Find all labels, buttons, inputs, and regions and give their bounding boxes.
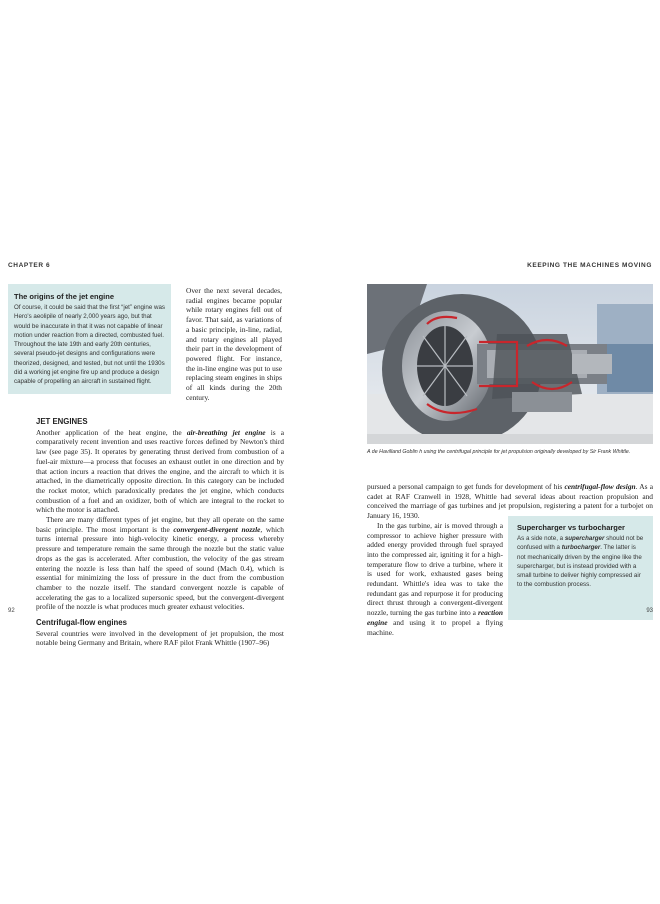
sidebar-supercharger <box>508 516 653 620</box>
term-reaction-engine: reaction engine <box>367 608 503 627</box>
page-number-left: 92 <box>8 608 15 614</box>
gas-turbine-paragraph: In the gas turbine, air is moved through a compressor to achieve higher pressure with added energy provided through fuel sprayed into the compressed air, igniting it for a high-temperature flow to drive a turbine, where it is used for work, exhausted gases being redundant. Whittle's idea was to take the redundant gas and repurpose it for producing direct thrust through a convergent-divergent nozzle, turning the gas turbine into a reaction engine and using it to propel a flying machine. <box>367 520 503 637</box>
centrifugal-heading: Centrifugal-flow engines <box>36 618 127 628</box>
term-air-breathing-jet-engine: air-breathing jet engine <box>186 427 266 437</box>
sidebar-jet-origins-title: The origins of the jet engine <box>14 292 115 301</box>
whittle-paragraph-1: pursued a personal campaign to get funds for development of his centrifugal-flow design. As a cadet at RAF Cranwell in 1928, Whittle had several ideas about reaction propulsion and conceived the marriage of gas turbines and jet propulsion, registering a patent for a turbojet on January 16, 1930. <box>367 482 653 521</box>
sidebar-jet-origins <box>8 284 171 394</box>
sidebar-supercharger-body: As a side note, a supercharger should not be confused with a turbocharger. The latter is not mechanically driven by the engine like the supercharger, but is instead provided with a small turbine to deliver highly compressed air to the combustion process. <box>517 535 644 589</box>
jet-engines-paragraph-1: Another application of the heat engine, the air-breathing jet engine is a comparatively recent invention and uses reactive forces defined by Newton's third law (see page 35). It operates by generating thrust derived from combustion of a fuel-air mixture—a process that focuses an exhaust outlet in one direction and by that action incurs a reaction that drives the engine, and the aircraft to which it is attached, in the diametrically opposite direction. In this category can be included the rocket motor, which paradoxically predates the jet engine, which conducts combustion of a fuel and an oxidizer, both of which are integral to the rocket to which the motor is attached. <box>36 427 284 515</box>
running-head-right: KEEPING THE MACHINES MOVING <box>527 262 652 269</box>
jet-engines-heading: JET ENGINES <box>36 417 88 426</box>
term-turbocharger: turbocharger <box>561 544 601 552</box>
page-number-right: 93 <box>646 608 653 614</box>
rotary-engines-paragraph: Over the next several decades, radial engines became popular while rotary engines fell out of favor. That said, as variations of a basic principle, in-line, radial, and rotary engines all played their part in the development of powered flight. For instance, the in-line engine was put to use replacing steam engines in ships of all kinds during the 20th century. <box>186 286 282 402</box>
sidebar-jet-origins-body: Of course, it could be said that the first “jet” engine was Hero's aeolipile of nearly 2,000 years ago, but that would be inaccurate in that it was not capable of linear motion under reaction from a directed, combusted fuel. Throughout the late 19th and early 20th centuries, several pseudo-jet designs and configurations were theorized, designed, and tested, but not until the 1930s did a working jet engine fire up and produce a design capable of propelling an aircraft in sustained flight. <box>14 304 165 386</box>
de-havilland-goblin-engine-illustration <box>367 284 653 444</box>
sidebar-supercharger-title: Supercharger vs turbocharger <box>517 523 625 532</box>
term-supercharger: supercharger <box>564 535 605 542</box>
running-head-left: CHAPTER 6 <box>8 262 51 269</box>
photo-caption: A de Havilland Goblin h using the centrifugal principle for jet propulsion originally developed by Sir Frank Whittle. <box>367 449 631 455</box>
centrifugal-paragraph-1: Several countries were involved in the development of jet propulsion, the most notable being Germany and Britain, where RAF pilot Frank Whittle (1907–96) <box>36 628 284 648</box>
term-centrifugal-flow-design: centrifugal-flow design <box>564 482 636 491</box>
jet-engines-paragraph-2: There are many different types of jet engine, but they all operate on the same basic principle. The most important is the convergent-divergent nozzle, which turns internal pressure into high-velocity kinetic energy, a process whereby pressure and temperature remain the same through the nozzle but the static value drops as the gas is accelerated. After combustion, the velocity of the gas stream entering the nozzle is less than half the speed of sound (Mach 0.4), which is essential for minimizing the loss of pressure in the duct from the combustion chamber to the nozzle itself. The standard convergent nozzle is capable of accelerating the gas to a localized supersonic speed, but the convergent-divergent profile of the nozzle is what produces much greater exhaust velocities. <box>36 515 284 612</box>
term-convergent-divergent-nozzle: convergent-divergent nozzle <box>173 524 261 534</box>
jet-engines-section <box>36 417 284 648</box>
engine-photo <box>367 284 653 444</box>
